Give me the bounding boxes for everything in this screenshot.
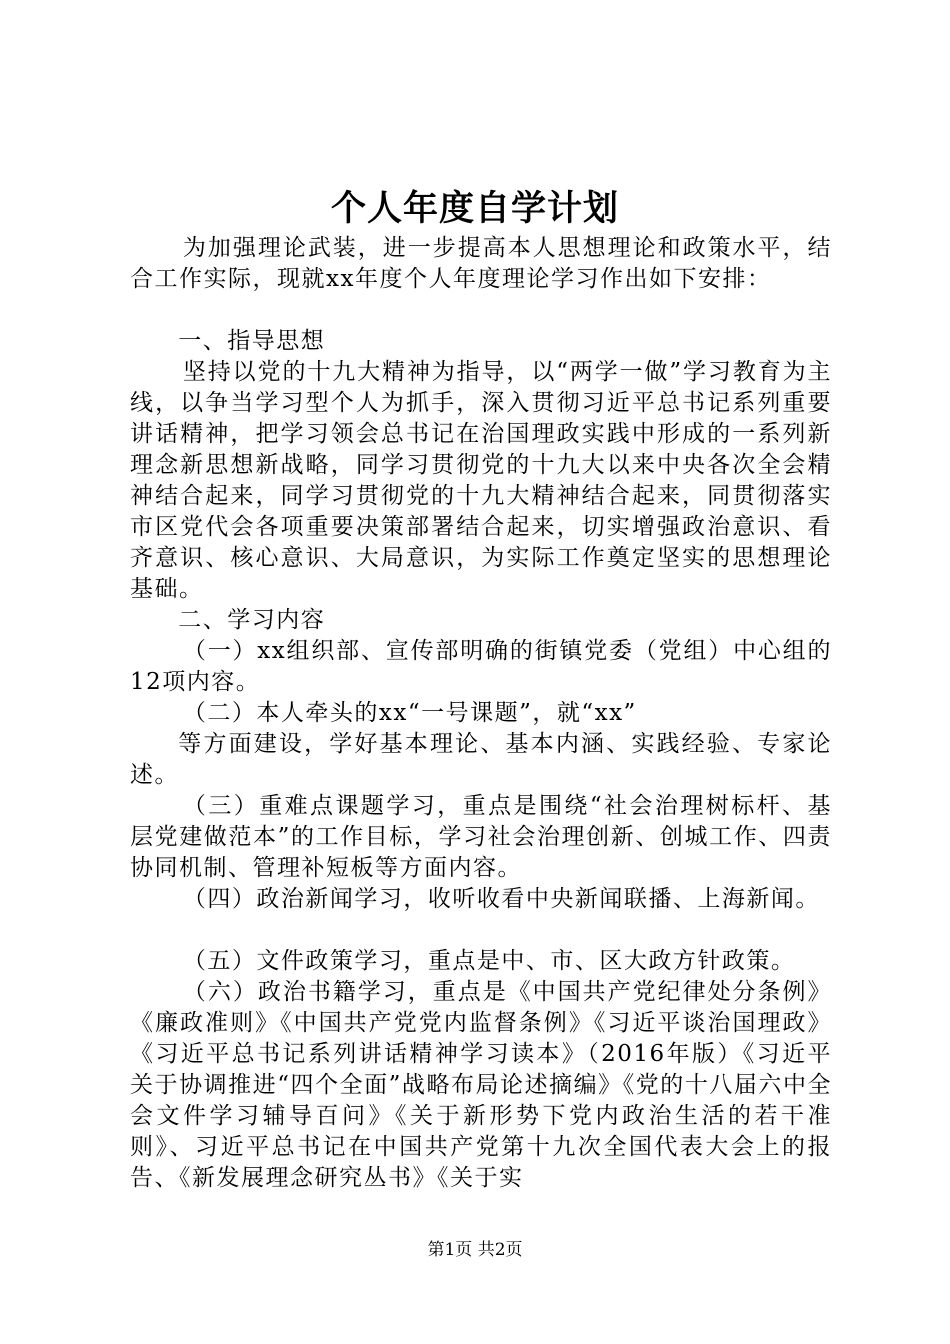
intro-paragraph: 为加强理论武装，进一步提高本人思想理论和政策水平，结合工作实际，现就xx年度个人年度理论学习作出如下安排： bbox=[130, 235, 832, 292]
paragraph-gap bbox=[130, 915, 832, 946]
section-heading-study-content: 二、学习内容 bbox=[178, 607, 326, 633]
study-item-1: （一）xx组织部、宣传部明确的街镇党委（党组）中心组的12项内容。 bbox=[130, 638, 832, 695]
study-item-3: （三）重难点课题学习，重点是围绕“社会治理树标杆、基层党建做范本”的工作目标，学习社会治理创新、创城工作、四责协同机制、管理补短板等方面内容。 bbox=[130, 793, 832, 881]
document-title: 个人年度自学计划 bbox=[330, 188, 619, 229]
study-item-5: （五）文件政策学习，重点是中、市、区大政方针政策。 bbox=[182, 948, 796, 974]
paragraph-gap bbox=[130, 295, 832, 326]
page-footer: 第1页 共2页 bbox=[427, 1240, 523, 1260]
study-item-4: （四）政治新闻学习，收听收看中央新闻联播、上海新闻。 bbox=[182, 886, 820, 912]
study-item-2: （二）本人牵头的xx“一号课题”，就“xx” bbox=[182, 700, 637, 726]
document-body bbox=[130, 233, 832, 1194]
guiding-thought-paragraph: 坚持以党的十九大精神为指导，以“两学一做”学习教育为主线，以争当学习型个人为抓手，深入贯彻习近平总书记系列重要讲话精神，把学习领会总书记在治国理政实践中形成的一系列新理念新思想新战略，同学习贯彻党的十九大以来中央各次全会精神结合起来，同学习贯彻党的十九大精神结合起来，同贯彻落实市区党代会各项重要决策部署结合起来，切实增强政治意识、看齐意识、核心意识、大局意识，为实际工作奠定坚实的思想理论基础。 bbox=[130, 359, 832, 602]
study-item-6: （六）政治书籍学习，重点是《中国共产党纪律处分条例》《廉政准则》《中国共产党党内监督条例》《习近平谈治国理政》《习近平总书记系列讲话精神学习读本》（2016年版）《习近平关于协调推进“四个全面”战略布局论述摘编》《党的十八届六中全会文件学习辅导百问》《关于新形势下党内政治生活的若干准则》、习近平总书记在中国共产党第十九次全国代表大会上的报告、《新发展理念研究丛书》《关于实 bbox=[130, 979, 832, 1191]
study-item-2-continued: 等方面建设，学好基本理论、基本内涵、实践经验、专家论述。 bbox=[130, 731, 832, 788]
section-heading-guiding-thought: 一、指导思想 bbox=[178, 328, 326, 354]
